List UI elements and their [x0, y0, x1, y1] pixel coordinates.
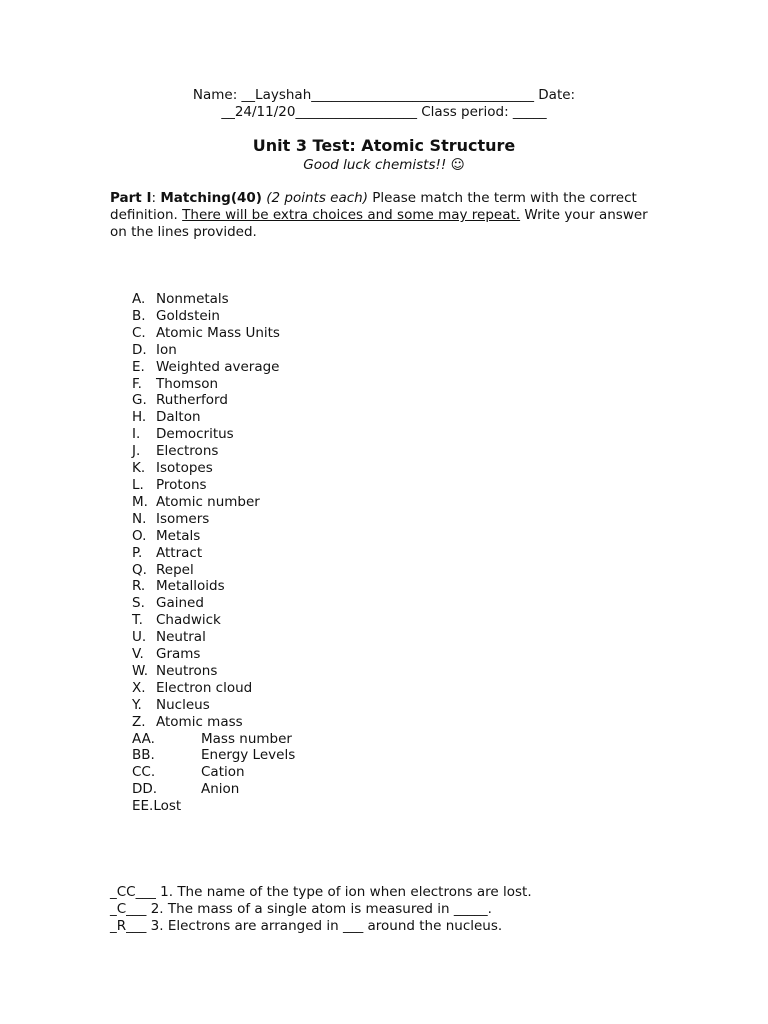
choice-item: [132, 376, 295, 393]
answer-line: _CC___ 1. The name of the type of ion when electrons are lost.: [110, 884, 532, 900]
choice-item: [132, 511, 295, 528]
answer-line: _C___ 2. The mass of a single atom is measured in _____.: [110, 901, 492, 917]
choice-letter: N.: [132, 510, 147, 527]
choice-item: [132, 781, 295, 798]
choice-item: [132, 291, 295, 308]
choice-letter: H.: [132, 409, 147, 426]
choice-letter: Q.: [132, 561, 147, 578]
choice-letter: P.: [132, 544, 143, 561]
choice-item: [132, 443, 295, 460]
choice-item: [132, 680, 295, 697]
choice-term: Anion: [201, 781, 240, 798]
choice-item: [132, 798, 295, 815]
choice-item: [132, 578, 295, 595]
choice-item: [132, 612, 295, 629]
choice-item: [132, 325, 295, 342]
part-separator: :: [151, 190, 161, 206]
choice-letter: Z.: [132, 713, 146, 730]
choice-term: Nucleus: [156, 696, 210, 713]
choice-letter: G.: [132, 392, 147, 409]
choice-term: Atomic mass: [156, 713, 243, 730]
instruction-text: Please match the term with the correct definition.: [110, 190, 637, 223]
choice-letter: A.: [132, 291, 146, 307]
choice-letter: O.: [132, 527, 147, 544]
choice-letter: W.: [132, 662, 149, 679]
points-note: (2 points each): [261, 190, 368, 206]
choice-item: [132, 646, 295, 663]
choice-item: [132, 409, 295, 426]
choice-item: [132, 697, 295, 714]
choice-item: [132, 308, 295, 325]
choice-item: [132, 392, 295, 409]
part-title: Matching(40): [160, 190, 262, 206]
choice-term: Dalton: [156, 409, 201, 426]
choice-letter: DD.: [132, 781, 158, 798]
choice-term: Repel: [156, 561, 194, 578]
choice-item: [132, 477, 295, 494]
choice-item: [132, 545, 295, 562]
choice-letter: U.: [132, 629, 147, 646]
choice-term: Protons: [156, 476, 207, 493]
matching-choices-list: [132, 291, 295, 815]
choice-term: Electrons: [156, 443, 219, 460]
choice-letter: AA.: [132, 730, 155, 747]
choice-term: Atomic Mass Units: [156, 324, 280, 341]
answers-list: [110, 884, 532, 935]
choice-term: Chadwick: [156, 612, 221, 629]
choice-term: Neutral: [156, 629, 206, 646]
choice-term: Goldstein: [156, 307, 220, 324]
choice-term: Democritus: [156, 426, 234, 443]
choice-item: [132, 562, 295, 579]
choice-item: [132, 663, 295, 680]
choice-term: Isotopes: [156, 460, 213, 477]
choice-letter: CC.: [132, 764, 156, 781]
choice-letter: S.: [132, 595, 145, 612]
choice-letter: B.: [132, 307, 146, 324]
choice-item: [132, 731, 295, 748]
choice-term: Cation: [201, 764, 245, 781]
choice-letter: Y.: [132, 696, 142, 713]
choice-term: Weighted average: [156, 358, 280, 375]
choice-item: [132, 426, 295, 443]
choice-letter: D.: [132, 341, 147, 358]
choice-term: Lost: [153, 798, 182, 815]
choice-term: Energy Levels: [201, 747, 296, 764]
choice-letter: R.: [132, 578, 146, 595]
choice-letter: L.: [132, 476, 144, 493]
choice-term: Atomic number: [156, 493, 260, 510]
choice-letter: EE.: [132, 798, 154, 815]
test-title: Unit 3 Test: Atomic Structure: [252, 136, 516, 155]
choice-term: Nonmetals: [156, 291, 229, 307]
answer-line: _R___ 3. Electrons are arranged in ___ around the nucleus.: [110, 918, 503, 934]
instruction-underlined-note: There will be extra choices and some may repeat.: [182, 207, 521, 223]
choice-term: Neutrons: [156, 662, 218, 679]
choice-letter: X.: [132, 679, 146, 696]
choice-term: Rutherford: [156, 392, 228, 409]
choice-item: [132, 342, 295, 359]
choice-letter: BB.: [132, 747, 155, 764]
choice-letter: E.: [132, 358, 145, 375]
choice-term: Grams: [156, 646, 201, 663]
choice-item: [132, 359, 295, 376]
choice-letter: V.: [132, 646, 144, 663]
choice-term: Thomson: [156, 375, 219, 392]
choice-letter: T.: [132, 612, 143, 629]
part-instructions: [110, 190, 650, 241]
date-class-period-line: __24/11/20__________________ Class period: _____: [221, 104, 547, 120]
choice-term: Ion: [156, 341, 177, 358]
choice-letter: J.: [132, 443, 141, 460]
choice-item: [132, 629, 295, 646]
name-date-line: Name: __Layshah_________________________________ Date:: [192, 87, 576, 103]
choice-term: Metalloids: [156, 578, 225, 595]
instruction-text-continued: Write your answer on the lines provided.: [110, 207, 648, 240]
choice-term: Electron cloud: [156, 679, 253, 696]
choice-letter: C.: [132, 324, 146, 341]
choice-item: [132, 494, 295, 511]
choice-letter: I.: [132, 426, 141, 443]
choice-item: [132, 747, 295, 764]
choice-item: [132, 714, 295, 731]
choice-item: [132, 595, 295, 612]
test-subtitle: Good luck chemists!! ☺: [303, 157, 465, 173]
choice-letter: F.: [132, 375, 142, 392]
choice-item: [132, 528, 295, 545]
choice-term: Isomers: [156, 510, 210, 527]
part-label: Part I: [110, 190, 152, 206]
choice-item: [132, 764, 295, 781]
choice-letter: K.: [132, 460, 146, 477]
choice-item: [132, 460, 295, 477]
choice-term: Gained: [156, 595, 204, 612]
choice-letter: M.: [132, 493, 148, 510]
choice-term: Attract: [156, 544, 203, 561]
choice-term: Metals: [156, 527, 201, 544]
choice-term: Mass number: [201, 730, 292, 747]
